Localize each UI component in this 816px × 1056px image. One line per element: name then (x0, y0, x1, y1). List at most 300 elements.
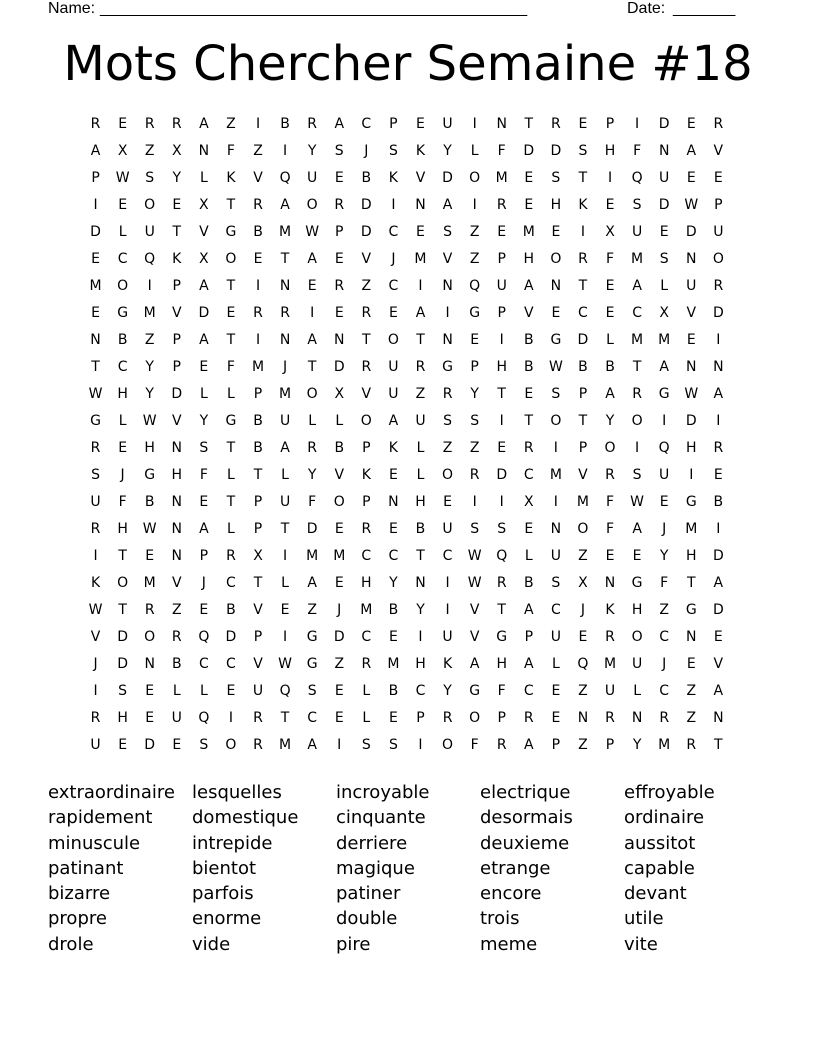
grid-row (82, 519, 742, 546)
grid-letter: H (171, 467, 183, 483)
word-column (48, 780, 192, 957)
grid-letter: L (199, 170, 208, 186)
grid-letter: J (93, 656, 98, 672)
grid-letter: T (118, 602, 127, 618)
grid-letter: P (172, 332, 181, 348)
grid-letter: E (118, 197, 128, 213)
grid-letter: D (577, 332, 589, 348)
grid-letter: I (228, 710, 233, 726)
grid-letter: A (307, 737, 317, 753)
grid-letter: M (387, 656, 400, 672)
word-item: vite (624, 933, 658, 955)
grid-letter: S (578, 143, 588, 159)
grid-letter: O (442, 737, 454, 753)
grid-letter: E (91, 251, 100, 267)
grid-letter: R (361, 359, 372, 375)
grid-letter: U (252, 683, 264, 699)
grid-letter: D (225, 629, 237, 645)
word-item: ordinaire (624, 807, 705, 829)
grid-letter: P (335, 224, 344, 240)
grid-letter: G (306, 629, 318, 645)
grid-letter: H (415, 494, 426, 510)
grid-letter: M (685, 521, 698, 537)
grid-row (82, 114, 742, 141)
grid-letter: A (307, 251, 317, 267)
word-item: devant (624, 883, 687, 905)
grid-letter: A (442, 197, 453, 213)
grid-letter: W (467, 548, 482, 564)
grid-letter: E (388, 305, 398, 321)
grid-letter: L (551, 656, 560, 672)
grid-letter: Q (631, 170, 643, 186)
grid-letter: G (550, 332, 562, 348)
grid-letter: I (580, 224, 586, 240)
grid-letter: C (117, 359, 128, 375)
grid-letter: I (418, 629, 423, 645)
grid-letter: C (388, 224, 399, 240)
grid-letter: V (90, 629, 101, 645)
grid-letter: F (118, 494, 127, 510)
grid-letter: U (442, 629, 453, 645)
grid-letter: E (605, 305, 615, 321)
grid-letter: G (685, 602, 697, 618)
grid-letter: P (362, 494, 371, 510)
grid-letter: B (253, 224, 263, 240)
grid-letter: L (362, 710, 371, 726)
grid-letter: R (334, 278, 345, 294)
grid-letter: B (578, 359, 588, 375)
grid-letter: G (144, 467, 156, 483)
grid-letter: E (172, 737, 182, 753)
grid-letter: E (686, 332, 696, 348)
grid-letter: S (388, 143, 398, 159)
grid-letter: N (198, 143, 210, 159)
word-item: effroyable (624, 782, 715, 803)
word-item: etrange (480, 857, 551, 879)
grid-letter: R (496, 197, 507, 213)
grid-letter: E (686, 170, 696, 186)
grid-letter: V (171, 413, 182, 429)
grid-letter: N (442, 278, 453, 294)
grid-letter: P (172, 359, 181, 375)
grid-letter: E (307, 278, 317, 294)
grid-letter: F (497, 143, 506, 159)
grid-letter: C (307, 710, 318, 726)
grid-letter: M (495, 170, 508, 186)
grid-letter: H (361, 575, 372, 591)
grid-letter: B (144, 494, 155, 510)
grid-letter: A (280, 197, 290, 213)
grid-letter: Q (658, 440, 670, 456)
grid-letter: M (522, 224, 535, 240)
grid-letter: Z (686, 710, 697, 726)
grid-letter: R (307, 440, 318, 456)
grid-letter: Q (198, 710, 210, 726)
grid-letter: C (550, 602, 561, 618)
grid-letter: W (305, 224, 320, 240)
grid-letter: L (308, 413, 317, 429)
grid-letter: J (120, 467, 125, 483)
grid-letter: I (418, 278, 423, 294)
grid-letter: L (362, 683, 371, 699)
grid-letter: I (93, 683, 98, 699)
grid-letter: O (117, 278, 129, 294)
grid-letter: T (172, 224, 182, 240)
grid-letter: R (90, 116, 101, 132)
grid-letter: O (442, 467, 454, 483)
grid-letter: P (253, 494, 263, 510)
grid-letter: S (91, 467, 100, 483)
grid-letter: V (361, 251, 372, 267)
grid-letter: E (524, 170, 534, 186)
word-column (336, 780, 480, 957)
grid-letter: A (415, 305, 426, 321)
grid-letter: S (632, 197, 642, 213)
grid-letter: B (605, 359, 615, 375)
grid-letter: Z (578, 548, 588, 564)
grid-letter: J (337, 602, 342, 618)
grid-letter: N (171, 440, 183, 456)
date-label: Date: (627, 0, 666, 17)
grid-letter: W (467, 575, 482, 591)
grid-letter: O (631, 629, 643, 645)
grid-letter: F (470, 737, 479, 753)
word-item: aussitot (624, 832, 696, 854)
grid-letter: J (364, 143, 369, 159)
grid-letter: L (660, 278, 669, 294)
grid-letter: Q (279, 683, 291, 699)
grid-letter: Z (144, 332, 155, 348)
grid-letter: E (416, 116, 425, 132)
grid-letter: C (659, 683, 670, 699)
grid-row (82, 600, 742, 627)
grid-letter: M (631, 332, 644, 348)
grid-letter: I (283, 629, 288, 645)
grid-letter: H (415, 656, 426, 672)
grid-letter: M (143, 305, 156, 321)
grid-letter: X (171, 143, 182, 159)
grid-letter: E (172, 197, 182, 213)
grid-letter: N (415, 197, 426, 213)
grid-letter: C (226, 656, 236, 672)
grid-letter: A (713, 683, 724, 699)
grid-letter: T (632, 359, 642, 375)
grid-letter: R (171, 629, 182, 645)
grid-letter: L (606, 332, 614, 348)
grid-letter: G (117, 305, 129, 321)
grid-letter: G (225, 224, 237, 240)
grid-letter: A (632, 521, 642, 537)
grid-letter: Z (144, 143, 155, 159)
grid-letter: G (469, 305, 481, 321)
grid-letter: C (523, 467, 534, 483)
grid-letter: W (548, 359, 563, 375)
grid-letter: Y (389, 575, 398, 591)
grid-letter: V (713, 656, 724, 672)
grid-letter: I (635, 440, 640, 456)
grid-letter: B (388, 602, 399, 618)
grid-letter: N (686, 359, 697, 375)
word-item: domestique (192, 807, 299, 829)
grid-letter: C (388, 278, 399, 294)
grid-letter: S (199, 737, 209, 753)
grid-letter: P (578, 440, 588, 456)
grid-letter: F (660, 575, 669, 591)
grid-letter: V (686, 305, 697, 321)
word-item: capable (624, 857, 695, 879)
grid-letter: D (712, 602, 724, 618)
grid-letter: D (658, 197, 670, 213)
grid-letter: D (333, 359, 345, 375)
grid-letter: Y (659, 548, 669, 564)
grid-letter: P (91, 170, 100, 186)
grid-letter: R (442, 710, 453, 726)
grid-letter: I (391, 197, 396, 213)
grid-letter: K (90, 575, 101, 591)
grid-row (82, 384, 742, 411)
name-field[interactable]: ________________________________________________ (100, 0, 528, 17)
grid-row (82, 708, 742, 735)
grid-letter: D (523, 143, 535, 159)
grid-letter: E (551, 710, 561, 726)
grid-letter: T (226, 197, 236, 213)
grid-letter: M (658, 332, 671, 348)
grid-letter: Z (171, 602, 182, 618)
grid-letter: U (631, 656, 643, 672)
grid-letter: E (551, 305, 561, 321)
grid-letter: I (255, 116, 261, 132)
grid-letter: M (414, 251, 427, 267)
word-item: parfois (192, 883, 254, 905)
grid-letter: O (550, 413, 562, 429)
grid-letter: Y (443, 683, 452, 699)
grid-letter: P (551, 737, 561, 753)
grid-letter: B (523, 332, 534, 348)
grid-letter: M (603, 656, 617, 672)
grid-letter: R (442, 386, 453, 402)
grid-letter: E (605, 197, 615, 213)
grid-letter: I (93, 197, 98, 213)
grid-letter: D (171, 386, 183, 402)
grid-letter: I (716, 332, 721, 348)
grid-letter: S (659, 251, 669, 267)
grid-letter: N (279, 278, 291, 294)
grid-letter: Q (496, 548, 508, 564)
grid-letter: E (388, 629, 398, 645)
grid-letter: E (524, 521, 534, 537)
grid-letter: Y (145, 386, 154, 402)
grid-letter: X (659, 305, 669, 321)
grid-letter: E (470, 332, 480, 348)
grid-letter: A (307, 575, 317, 591)
grid-letter: M (279, 737, 292, 753)
grid-letter: T (226, 440, 236, 456)
grid-letter: J (662, 521, 667, 537)
grid-letter: D (658, 116, 670, 132)
grid-letter: B (253, 440, 263, 456)
grid-letter: W (142, 413, 157, 429)
grid-row (82, 303, 742, 330)
grid-letter: K (388, 170, 398, 186)
grid-letter: R (713, 278, 724, 294)
word-column (480, 780, 624, 957)
grid-letter: X (253, 548, 263, 564)
grid-letter: M (279, 224, 292, 240)
grid-letter: O (117, 575, 129, 591)
grid-letter: O (712, 251, 724, 267)
grid-letter: Z (578, 737, 588, 753)
grid-letter: L (633, 683, 641, 699)
word-item: patiner (336, 883, 401, 905)
grid-row (82, 276, 742, 303)
grid-letter: N (442, 332, 453, 348)
grid-letter: C (415, 683, 426, 699)
grid-letter: L (118, 224, 127, 240)
grid-letter: C (226, 575, 236, 591)
grid-letter: D (306, 521, 318, 537)
grid-letter: D (712, 548, 724, 564)
grid-letter: K (226, 170, 236, 186)
grid-letter: I (93, 548, 98, 564)
grid-letter: E (605, 278, 615, 294)
grid-letter: R (280, 305, 290, 321)
grid-letter: S (443, 224, 452, 240)
word-item: encore (480, 883, 542, 905)
word-item: trois (480, 908, 520, 930)
grid-letter: R (90, 440, 101, 456)
grid-letter: R (632, 386, 642, 402)
grid-letter: U (144, 224, 155, 240)
grid-letter: A (713, 386, 724, 402)
word-item: double (336, 908, 398, 930)
grid-letter: A (199, 332, 209, 348)
grid-letter: S (470, 521, 480, 537)
grid-row (82, 249, 742, 276)
grid-letter: J (662, 656, 667, 672)
grid-letter: E (334, 575, 344, 591)
grid-letter: O (469, 170, 481, 186)
grid-letter: V (334, 467, 345, 483)
grid-letter: G (442, 359, 453, 375)
grid-letter: T (253, 467, 263, 483)
grid-letter: M (306, 548, 319, 564)
grid-letter: K (172, 251, 182, 267)
grid-letter: N (171, 548, 183, 564)
grid-letter: H (144, 440, 155, 456)
grid-letter: N (713, 359, 724, 375)
date-field[interactable]: _______ (673, 0, 736, 17)
word-list (48, 780, 768, 957)
grid-letter: Z (253, 143, 263, 159)
grid-letter: U (90, 494, 101, 510)
grid-letter: K (388, 440, 398, 456)
word-item: extraordinaire (48, 782, 175, 803)
grid-letter: Y (605, 413, 615, 429)
grid-letter: R (361, 305, 372, 321)
grid-letter: I (147, 278, 152, 294)
grid-letter: H (117, 386, 128, 402)
grid-row (82, 654, 742, 681)
grid-letter: R (523, 440, 534, 456)
grid-letter: L (416, 440, 425, 456)
grid-letter: Y (443, 143, 452, 159)
grid-letter: B (117, 332, 128, 348)
grid-letter: R (253, 710, 263, 726)
grid-letter: A (307, 332, 317, 348)
grid-letter: X (578, 575, 588, 591)
grid-letter: L (199, 683, 208, 699)
grid-letter: T (280, 521, 290, 537)
grid-letter: F (497, 683, 506, 699)
grid-letter: K (578, 197, 588, 213)
grid-letter: P (605, 737, 615, 753)
grid-letter: U (496, 278, 507, 294)
grid-letter: D (685, 224, 697, 240)
grid-letter: B (171, 656, 182, 672)
word-item: bientot (192, 857, 257, 879)
grid-letter: S (361, 737, 371, 753)
grid-letter: I (716, 413, 721, 429)
word-item: cinquante (336, 807, 426, 829)
grid-letter: W (684, 386, 699, 402)
grid-letter: I (472, 116, 477, 132)
grid-letter: T (280, 710, 290, 726)
grid-letter: D (144, 737, 156, 753)
grid-letter: Y (199, 413, 209, 429)
grid-letter: P (714, 197, 723, 213)
word-item: drole (48, 933, 94, 955)
grid-letter: E (388, 467, 398, 483)
grid-letter: C (523, 683, 534, 699)
grid-letter: P (497, 710, 506, 726)
grid-letter: O (550, 251, 562, 267)
grid-letter: A (713, 575, 724, 591)
grid-letter: V (199, 224, 209, 240)
grid-letter: O (144, 197, 156, 213)
grid-letter: T (226, 278, 236, 294)
grid-letter: K (415, 143, 426, 159)
grid-letter: Q (469, 278, 481, 294)
grid-letter: S (632, 467, 642, 483)
grid-letter: V (171, 305, 182, 321)
grid-letter: Q (198, 629, 210, 645)
grid-letter: R (361, 521, 372, 537)
grid-letter: E (334, 251, 344, 267)
grid-letter: Z (578, 683, 588, 699)
grid-letter: O (306, 197, 318, 213)
grid-letter: E (578, 629, 588, 645)
grid-letter: R (253, 305, 263, 321)
grid-letter: T (362, 332, 371, 348)
grid-letter: W (684, 197, 699, 213)
grid-letter: Z (334, 656, 345, 672)
grid-row (82, 465, 742, 492)
grid-letter: R (307, 116, 318, 132)
grid-letter: V (524, 305, 534, 321)
grid-letter: D (90, 224, 101, 240)
word-item: bizarre (48, 883, 111, 905)
grid-row (82, 492, 742, 519)
grid-letter: M (549, 467, 562, 483)
grid-letter: U (90, 737, 101, 753)
grid-letter: Z (469, 224, 480, 240)
grid-letter: M (333, 548, 346, 564)
grid-letter: W (88, 386, 103, 402)
grid-letter: R (551, 116, 561, 132)
grid-letter: T (578, 413, 588, 429)
grid-letter: O (225, 251, 237, 267)
grid-letter: X (334, 386, 345, 402)
